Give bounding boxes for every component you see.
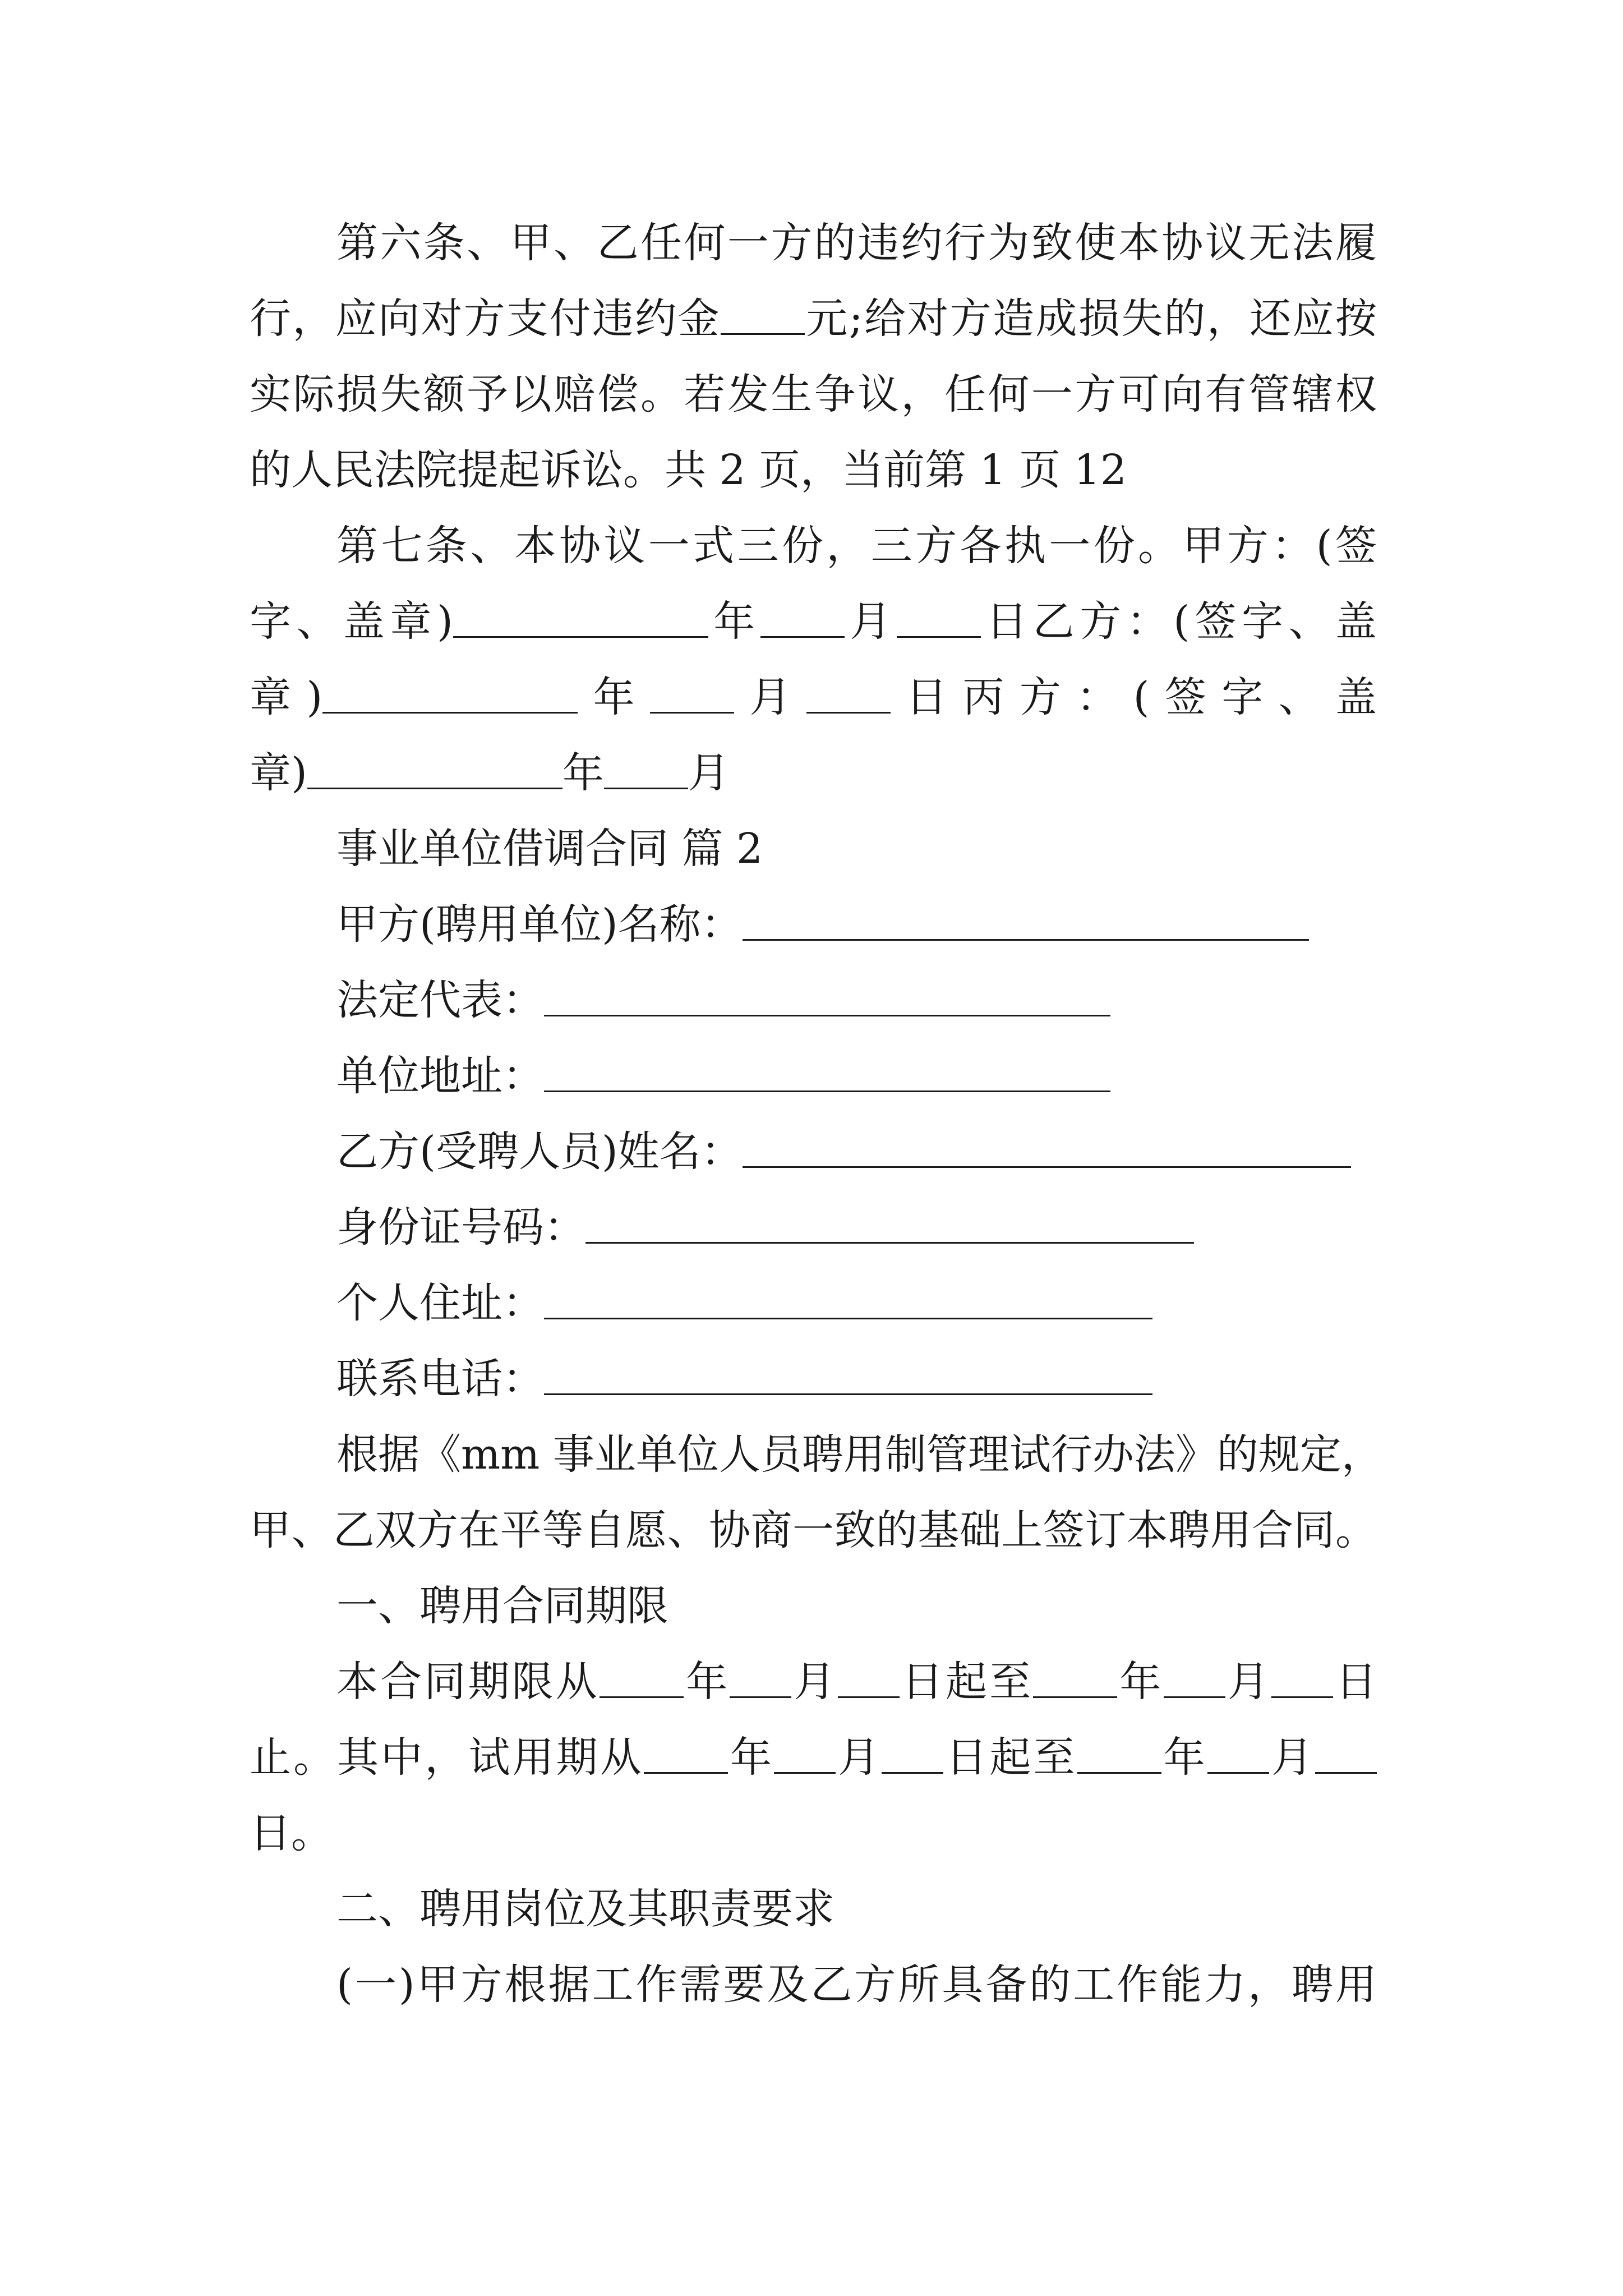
day-label: 日 (1332, 1658, 1377, 1706)
article6-line1: 第六条、甲、乙任何一方的违约行为致使本协议无法履 (336, 219, 1377, 267)
year-label: 年 (683, 1658, 730, 1706)
employee-name-blank[interactable] (743, 1129, 1351, 1168)
month-label: 月 (1269, 1733, 1316, 1782)
id-number-label: 身份证号码： (336, 1203, 585, 1251)
year-label: 年 (1161, 1733, 1207, 1782)
party-b-sign-label-end: 章) (250, 673, 323, 721)
legal-rep-blank[interactable] (544, 978, 1110, 1016)
term-line1 (336, 1651, 1377, 1713)
probation-to-label: 日起至 (943, 1733, 1077, 1782)
month-label: 月 (791, 1658, 838, 1706)
probation-start-day-blank[interactable] (882, 1735, 943, 1774)
month-label: 月 (734, 673, 806, 721)
employer-name-row (336, 894, 1377, 955)
unit-address-blank[interactable] (544, 1053, 1110, 1092)
term-to-label: 日起至 (899, 1658, 1034, 1706)
id-number-blank[interactable] (585, 1205, 1194, 1244)
probation-start-month-blank[interactable] (774, 1735, 836, 1774)
section1-heading: 一、聘用合同期限 (336, 1582, 668, 1630)
term-start-month-blank[interactable] (730, 1659, 791, 1698)
article6-line2-text-b: 元;给对方造成损失的，还应按 (805, 295, 1377, 343)
unit-address-row (336, 1045, 1377, 1107)
employee-name-label: 乙方(受聘人员)姓名： (336, 1128, 743, 1176)
section2-item1: (一)甲方根据工作需要及乙方所具备的工作能力，聘用 (336, 1961, 1377, 2009)
personal-address-label: 个人住址： (336, 1279, 544, 1327)
personal-address-blank[interactable] (544, 1281, 1152, 1319)
personal-address-row (336, 1272, 1377, 1334)
employee-name-row (336, 1121, 1377, 1182)
term-end-day-blank[interactable] (1271, 1659, 1333, 1698)
party-a-month-blank[interactable] (897, 599, 981, 638)
phone-row (336, 1348, 1377, 1410)
legal-rep-label: 法定代表： (336, 976, 544, 1024)
basis-line2: 甲、乙双方在平等自愿、协商一致的基础上签订本聘用合同。 (250, 1506, 1377, 1554)
year-label: 年 (727, 1733, 774, 1782)
term-end-year-blank[interactable] (1033, 1659, 1117, 1698)
article7-line4 (250, 742, 1377, 804)
phone-label: 联系电话： (336, 1355, 544, 1403)
phone-blank[interactable] (544, 1356, 1152, 1395)
employer-name-label: 甲方(聘用单位)名称： (336, 900, 743, 949)
party-c-sign-label: 日丙方：(签字、盖 (890, 673, 1377, 721)
article6-line2 (250, 288, 1377, 349)
year-label: 年 (562, 749, 604, 797)
party-b-year-blank[interactable] (650, 675, 734, 714)
basis-line1: 根据《mm 事业单位人员聘用制管理试行办法》的规定， (336, 1430, 1383, 1479)
party-b-sign-blank[interactable] (322, 675, 578, 714)
term-line3: 日。 (250, 1809, 333, 1857)
probation-start-year-blank[interactable] (644, 1735, 728, 1774)
term-from-label: 本合同期限从 (336, 1658, 600, 1706)
probation-end-year-blank[interactable] (1077, 1735, 1161, 1774)
contract2-title: 事业单位借调合同 篇 2 (336, 825, 763, 873)
section2-heading: 二、聘用岗位及其职责要求 (336, 1885, 834, 1933)
probation-from-label: 止。其中，试用期从 (250, 1733, 644, 1782)
year-label: 年 (1117, 1658, 1164, 1706)
article7-line2 (250, 591, 1377, 652)
year-label: 年 (578, 673, 650, 721)
month-label: 月 (688, 749, 730, 797)
term-start-day-blank[interactable] (838, 1659, 900, 1698)
penalty-amount-blank[interactable] (721, 296, 805, 335)
party-a-sign-blank[interactable] (453, 599, 708, 638)
month-label: 月 (836, 1733, 882, 1782)
article7-line3 (250, 666, 1377, 728)
year-label: 年 (708, 597, 760, 646)
party-b-month-blank[interactable] (806, 675, 891, 714)
article7-line1: 第七条、本协议一式三份，三方各执一份。甲方：(签 (336, 522, 1377, 570)
party-a-year-blank[interactable] (760, 599, 845, 638)
article6-line3: 实际损失额予以赔偿。若发生争议，任何一方可向有管辖权 (250, 370, 1377, 418)
party-a-sign-label: 字、盖章) (250, 597, 453, 646)
article6-line2-text-a: 行，应向对方支付违约金 (250, 295, 721, 343)
party-b-sign-label: 日乙方：(签字、盖 (980, 597, 1377, 646)
probation-end-day-blank[interactable] (1315, 1735, 1377, 1774)
party-c-year-blank[interactable] (604, 751, 688, 789)
legal-rep-row (336, 969, 1377, 1031)
article6-line4: 的人民法院提起诉讼。共 2 页，当前第 1 页 12 (250, 446, 1127, 494)
term-line2 (250, 1727, 1377, 1788)
employer-name-blank[interactable] (743, 902, 1309, 941)
month-label: 月 (1225, 1658, 1271, 1706)
party-c-sign-label-end: 章) (250, 749, 307, 797)
probation-end-month-blank[interactable] (1207, 1735, 1269, 1774)
id-number-row (336, 1197, 1377, 1258)
unit-address-label: 单位地址： (336, 1052, 544, 1100)
term-start-year-blank[interactable] (600, 1659, 684, 1698)
month-label: 月 (844, 597, 897, 646)
term-end-month-blank[interactable] (1164, 1659, 1225, 1698)
party-c-sign-blank[interactable] (307, 751, 562, 789)
